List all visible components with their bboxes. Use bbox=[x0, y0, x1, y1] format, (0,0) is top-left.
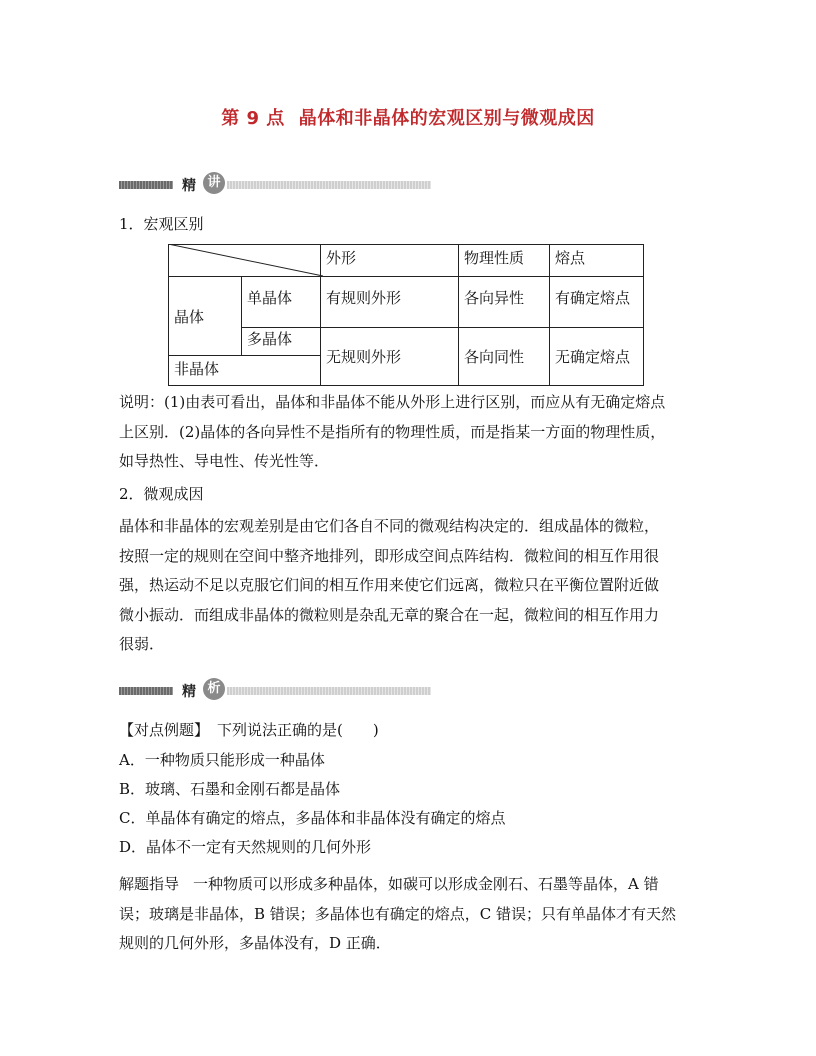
row-group-label: 晶体 bbox=[169, 277, 242, 356]
solution-line: 一种物质可以形成多种晶体，如碳可以形成金刚石、石墨等晶体，A 错 bbox=[193, 875, 659, 893]
table-header: 熔点 bbox=[550, 245, 644, 277]
solution-line: 规则的几何外形，多晶体没有，D 正确． bbox=[119, 934, 391, 952]
table-header: 物理性质 bbox=[459, 245, 550, 277]
option-item: B．玻璃、石墨和金刚石都是晶体 bbox=[119, 780, 341, 798]
note-line: 如导热性、导电性、传光性等． bbox=[119, 452, 330, 470]
table-note bbox=[119, 388, 699, 477]
paragraph-line: 微小振动．而组成非晶体的微粒则是杂乱无章的聚合在一起，微粒间的相互作用力 bbox=[119, 605, 660, 624]
banner-badge: 讲 bbox=[203, 172, 225, 194]
table-cell: 有规则外形 bbox=[321, 277, 459, 328]
table-cell: 各向同性 bbox=[459, 328, 550, 386]
solution-label: 解题指导 bbox=[119, 875, 180, 893]
example-question bbox=[119, 716, 701, 745]
section2-heading: 2．微观成因 bbox=[119, 485, 204, 503]
paragraph-line: 强，热运动不足以克服它们间的相互作用来使它们远离，微粒只在平衡位置附近做 bbox=[119, 576, 660, 594]
section-banner-xi bbox=[119, 681, 431, 700]
title-text: 晶体和非晶体的宏观区别与微观成因 bbox=[298, 108, 595, 129]
table-header: 外形 bbox=[321, 245, 459, 277]
question-text: 下列说法正确的是( ) bbox=[217, 721, 379, 739]
example-label: 【对点例题】 bbox=[119, 721, 210, 739]
table-diagonal-line bbox=[168, 244, 324, 277]
section1-heading: 1．宏观区别 bbox=[119, 215, 204, 233]
paragraph-line: 很弱． bbox=[119, 635, 165, 653]
note-line: 上区别．(2)晶体的各向异性不是指所有的物理性质，而是指某一方面的物理性质， bbox=[119, 422, 666, 441]
page-title bbox=[0, 104, 816, 130]
solution bbox=[119, 870, 699, 959]
title-number: 第 9 点 bbox=[221, 108, 285, 129]
option-item: C．单晶体有确定的熔点，多晶体和非晶体没有确定的熔点 bbox=[119, 809, 506, 827]
section-banner-jiang bbox=[119, 175, 431, 194]
option-item: D．晶体不一定有天然规则的几何外形 bbox=[119, 838, 372, 856]
note-line: 说明：(1)由表可看出，晶体和非晶体不能从外形上进行区别，而应从有无确定熔点 bbox=[119, 393, 666, 411]
banner-word: 精 bbox=[182, 684, 196, 700]
solution-line: 误；玻璃是非晶体，B 错误；多晶体也有确定的熔点，C 错误；只有单晶体才有天然 bbox=[119, 904, 677, 923]
banner-word: 精 bbox=[182, 178, 196, 194]
paragraph-line: 晶体和非晶体的宏观差别是由它们各自不同的微观结构决定的．组成晶体的微粒， bbox=[119, 517, 660, 535]
row-label: 非晶体 bbox=[169, 356, 321, 386]
table-cell: 有确定熔点 bbox=[550, 277, 644, 328]
row-label: 多晶体 bbox=[242, 328, 321, 356]
row-label: 单晶体 bbox=[242, 277, 321, 328]
table-cell: 无确定熔点 bbox=[550, 328, 644, 386]
table-cell: 各向异性 bbox=[459, 277, 550, 328]
example-options bbox=[119, 746, 701, 862]
banner-badge: 析 bbox=[203, 678, 225, 700]
section2-paragraph bbox=[119, 512, 699, 660]
paragraph-line: 按照一定的规则在空间中整齐地排列，即形成空间点阵结构．微粒间的相互作用很 bbox=[119, 546, 660, 565]
table-cell: 无规则外形 bbox=[321, 328, 459, 386]
option-item: A．一种物质只能形成一种晶体 bbox=[119, 751, 325, 769]
